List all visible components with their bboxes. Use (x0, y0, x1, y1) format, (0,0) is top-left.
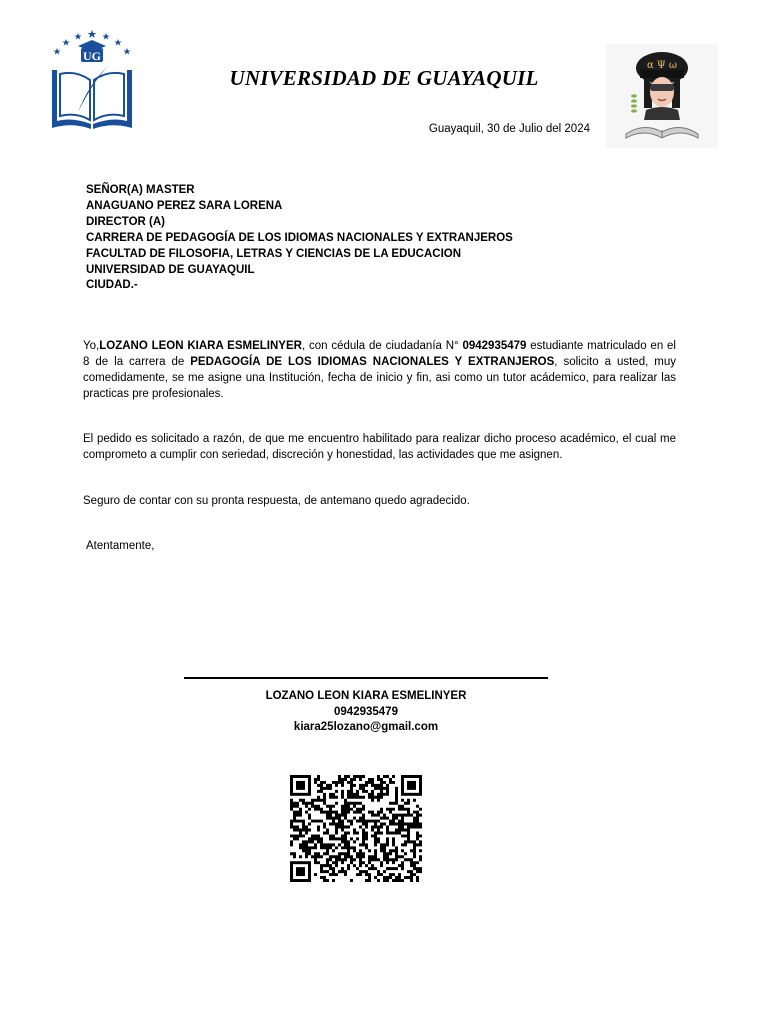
qr-finder-pattern (290, 861, 311, 882)
qr-code (290, 775, 422, 882)
recipient-line: UNIVERSIDAD DE GUAYAQUIL (86, 263, 255, 276)
student-name: LOZANO LEON KIARA ESMELINYER (99, 340, 302, 352)
faculty-logo (606, 44, 718, 148)
signature-name: LOZANO LEON KIARA ESMELINYER (265, 690, 467, 702)
para-text: , solicito a usted, muy comedidamente, se me asigne una Institución, fecha de inicio y fin, asi como un tutor acádemico, para realizar las practicas pre profesionales. (83, 356, 676, 400)
date-line: Guayaquil, 30 de Julio del 2024 (428, 123, 590, 135)
recipient-line: SEÑOR(A) MASTER (86, 184, 195, 196)
svg-text:α Ψ ω: α Ψ ω (646, 60, 678, 71)
qr-finder-pattern (290, 775, 311, 796)
university-title: UNIVERSIDAD DE GUAYAQUIL (229, 66, 539, 90)
request-paragraph (83, 338, 676, 402)
signature-email: kiara25lozano@gmail.com (293, 721, 439, 733)
para-text: estudiante matriculado en el 8 de la carrera de (83, 340, 676, 368)
closing-text: Atentamente, (86, 540, 155, 552)
reason-paragraph: El pedido es solicitado a razón, de que me encuentro habilitado para realizar dicho proceso académico, el cual me comprometo a cumplir con seriedad, discreción y honestidad, las actividades que me asignen. (83, 433, 676, 461)
recipient-line: CARRERA DE PEDAGOGÍA DE LOS IDIOMAS NACIONALES Y EXTRANJEROS (86, 231, 513, 244)
recipient-line: ANAGUANO PEREZ SARA LORENA (86, 199, 283, 212)
student-id: 0942935479 (462, 340, 527, 352)
recipient-block (86, 183, 646, 294)
para-text: , con cédula de ciudadanía N° (301, 340, 463, 352)
career-name: PEDAGOGÍA DE LOS IDIOMAS NACIONALES Y EXTRANJEROS (190, 356, 555, 368)
recipient-line: DIRECTOR (A) (86, 215, 166, 228)
recipient-line: CIUDAD.- (86, 279, 138, 292)
signature-line (184, 677, 548, 679)
para-text: Yo, (83, 340, 100, 352)
qr-finder-pattern (401, 775, 422, 796)
signature-id: 0942935479 (334, 705, 398, 718)
thanks-paragraph: Seguro de contar con su pronta respuesta, de antemano quedo agradecido. (83, 495, 470, 507)
recipient-line: FACULTAD DE FILOSOFIA, LETRAS Y CIENCIAS DE LA EDUCACION (86, 247, 462, 260)
svg-text:UG: UG (83, 49, 101, 63)
signature-block (184, 689, 548, 736)
